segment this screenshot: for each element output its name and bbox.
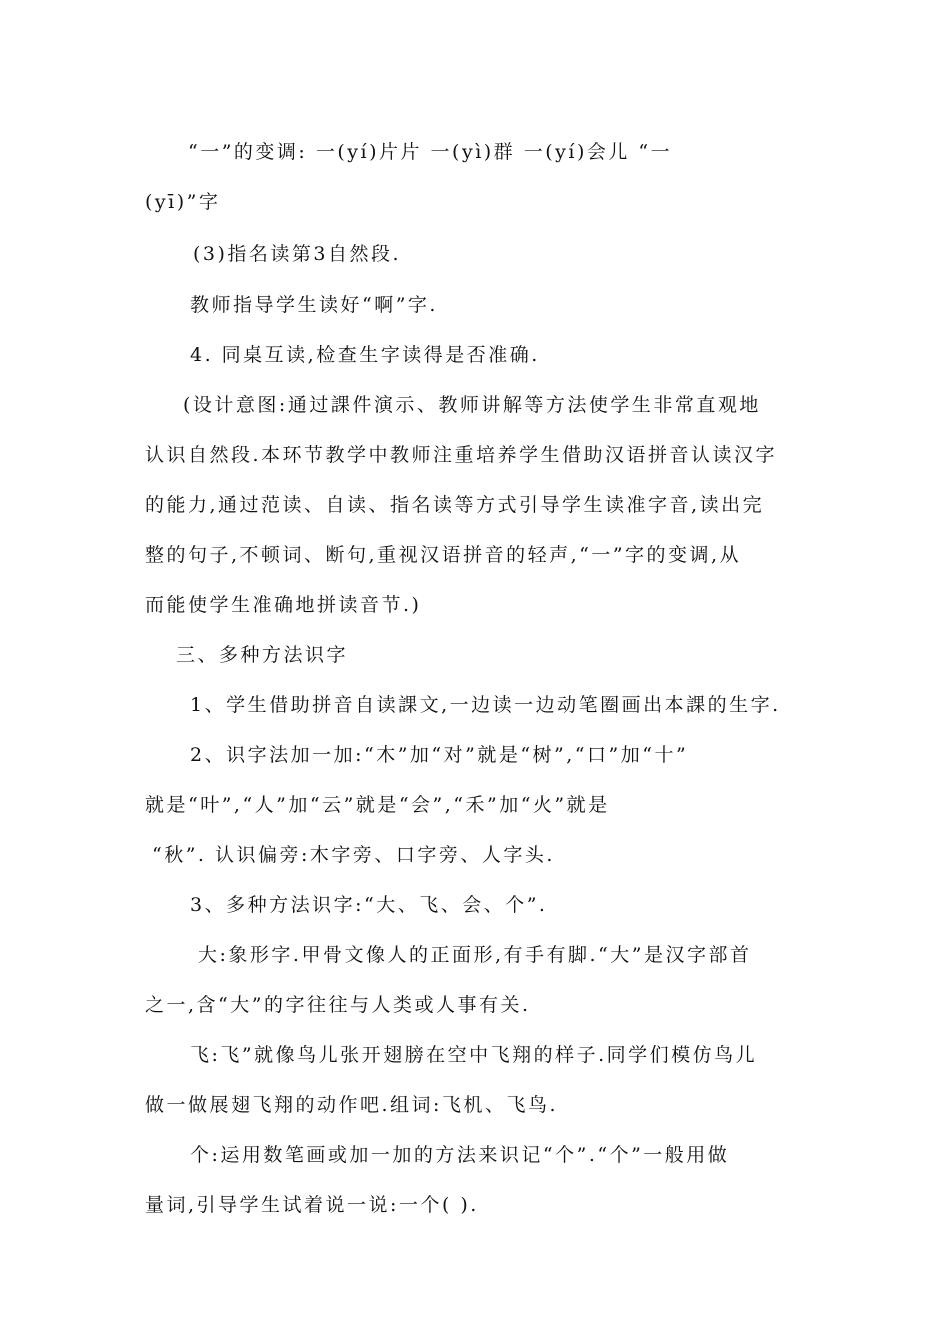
text-line: 个:运用数笔画或加一加的方法来识记“个”.“个”一般用做 bbox=[190, 1144, 730, 1166]
section-heading: 三、多种方法识字 bbox=[176, 644, 349, 666]
text-line: 3、多种方法识字:“大、飞、会、个”. bbox=[190, 894, 548, 916]
text-line: 飞:飞”就像鸟儿张开翅膀在空中飞翔的样子.同学们模仿鸟儿 bbox=[190, 1044, 758, 1066]
text-line: 之一,含“大”的字往往与人类或人事有关. bbox=[145, 994, 531, 1016]
text-line: 4. 同桌互读,检查生字读得是否准确. bbox=[190, 344, 540, 366]
text-line: 2、识字法加一加:“木”加“对”就是“树”,“口”加“十” bbox=[190, 744, 689, 766]
text-line: 而能使学生准确地拼读音节.) bbox=[145, 594, 422, 616]
text-line: “秋”. 认识偏旁:木字旁、口字旁、人字头. bbox=[152, 844, 555, 866]
text-line: 教师指导学生读好“啊”字. bbox=[190, 294, 438, 316]
text-line: 做一做展翅飞翔的动作吧.组词:飞机、飞鸟. bbox=[145, 1094, 558, 1116]
text-line: “一”的变调: 一(yí)片片 一(yì)群 一(yí)会儿 “一 bbox=[188, 141, 673, 163]
text-line: 整的句子,不顿词、断句,重视汉语拼音的轻声,“一”字的变调,从 bbox=[145, 544, 742, 566]
text-line: 大:象形字.甲骨文像人的正面形,有手有脚.“大”是汉字部首 bbox=[198, 944, 752, 966]
text-line: 的能力,通过范读、自读、指名读等方式引导学生读准字音,读出完 bbox=[145, 494, 765, 516]
text-line: 就是“叶”,“人”加“云”就是“会”,“禾”加“火”就是 bbox=[145, 794, 610, 816]
text-line: (3)指名读第3自然段. bbox=[193, 243, 402, 265]
text-line: (yī)”字 bbox=[145, 191, 221, 213]
text-line: 量词,引导学生试着说一说:一个( ). bbox=[145, 1194, 479, 1216]
text-line: 1、学生借助拼音自读課文,一边读一边动笔圈画出本課的生字. bbox=[190, 694, 781, 716]
text-line: 认识自然段.本环节教学中教师注重培养学生借助汉语拼音认读汉字 bbox=[145, 444, 778, 466]
text-line: (设计意图:通过課件演示、教师讲解等方法使学生非常直观地 bbox=[183, 394, 761, 416]
